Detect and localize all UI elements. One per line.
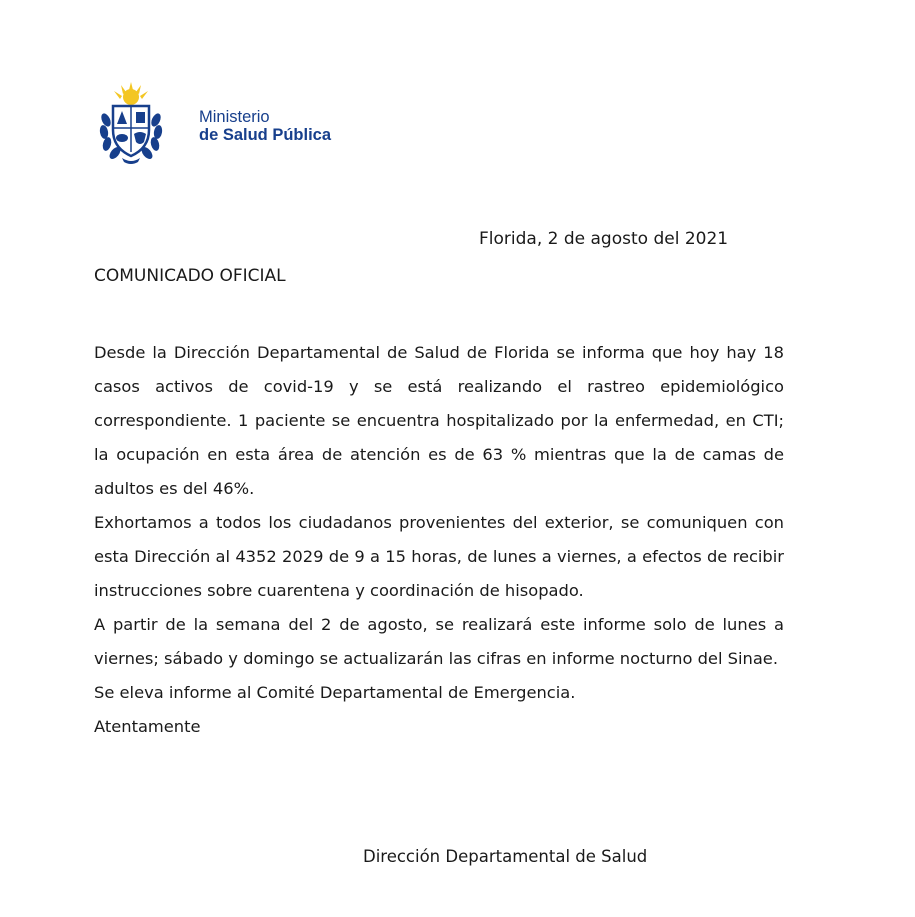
letter-date: Florida, 2 de agosto del 2021 xyxy=(479,229,729,249)
ministry-name-line1: Ministerio xyxy=(199,108,270,126)
ministry-name-line2: de Salud Pública xyxy=(199,126,332,144)
paragraph-cases: Desde la Dirección Departamental de Salud de Florida se informa que hoy hay 18 casos activos de covid-19 y se está realizando el rastreo epidemiológico correspondiente. 1 paciente se encuentra hospitalizado por la enfermedad, en CTI; la ocupación en esta área de atención es de 63 % mientras que la de camas de adultos es del 46%. xyxy=(94,343,784,498)
signature-block: Dirección Departamental de Salud xyxy=(363,847,648,866)
letter-body xyxy=(94,336,784,744)
closing-salutation: Atentamente xyxy=(94,717,201,736)
paragraph-travelers: Exhortamos a todos los ciudadanos provenientes del exterior, se comuniquen con esta Dirección al 4352 2029 de 9 a 15 horas, de lunes a viernes, a efectos de recibir instrucciones sobre cuarentena y coordinación de hisopado. xyxy=(94,513,784,600)
paragraph-schedule: A partir de la semana del 2 de agosto, se realizará este informe solo de lunes a viernes; sábado y domingo se actualizarán las cifras en informe nocturno del Sinae. xyxy=(94,615,784,668)
coat-of-arms-icon xyxy=(96,82,166,164)
letterhead xyxy=(96,82,396,164)
paragraph-committee: Se eleva informe al Comité Departamental de Emergencia. xyxy=(94,683,576,702)
ministry-name xyxy=(199,108,331,144)
letter-subject: COMUNICADO OFICIAL xyxy=(94,266,286,286)
